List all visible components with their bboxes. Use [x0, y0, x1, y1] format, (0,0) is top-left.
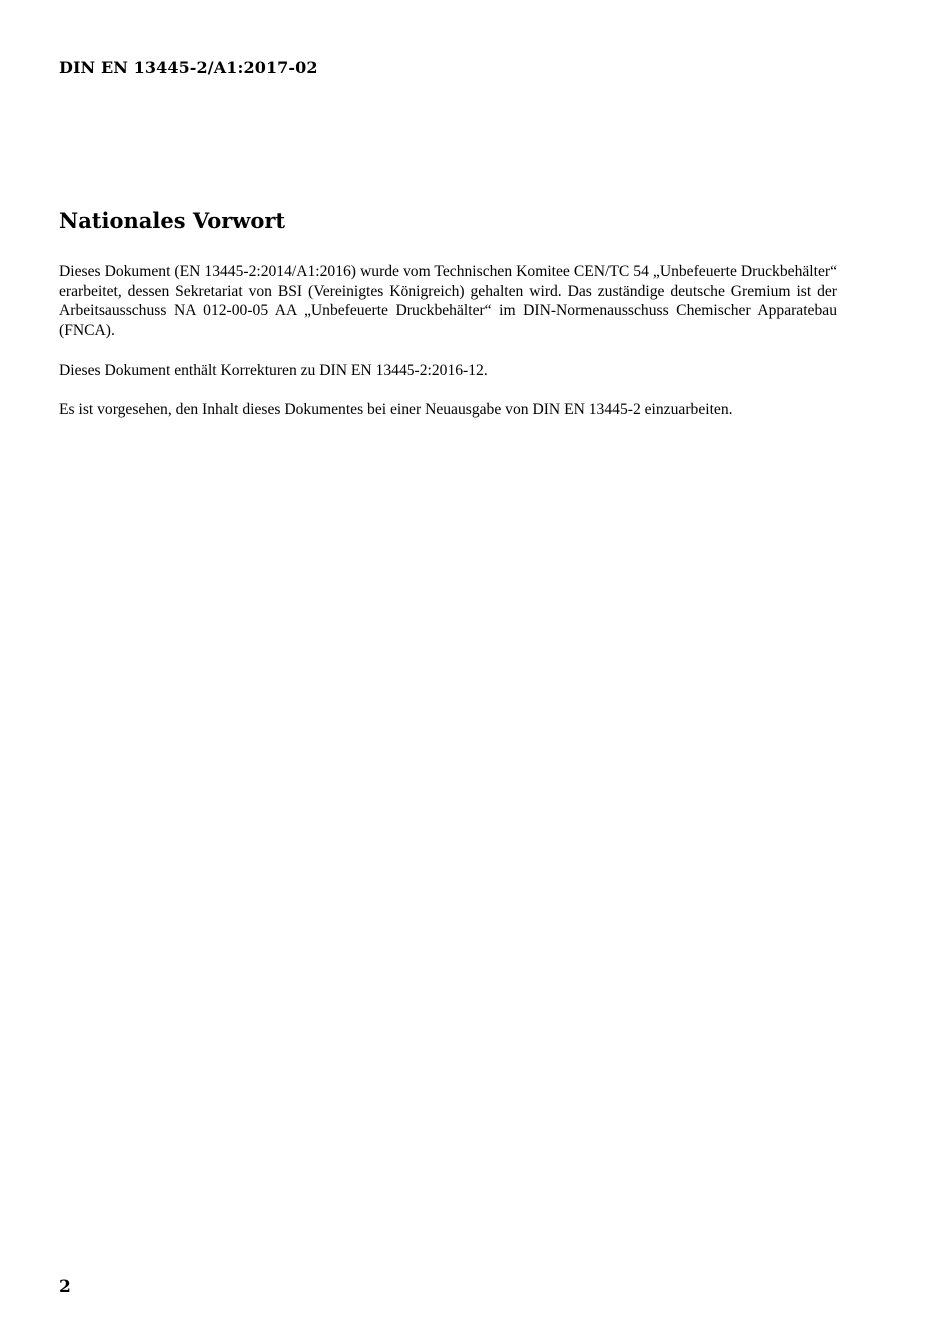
paragraph-future-edition: Es ist vorgesehen, den Inhalt dieses Dokumentes bei einer Neuausgabe von DIN EN 13445-2 einzuarbeiten.: [59, 401, 733, 418]
paragraph-committee-info: Dieses Dokument (EN 13445-2:2014/A1:2016) wurde vom Technischen Komitee CEN/TC 54 „Unbefeuerte Druckbehälter“ erarbeitet, dessen Sekretariat von BSI (Vereinigtes Königreich) gehalten wird. Das zuständige deutsche Gremium ist der Arbeitsausschuss NA 012-00-05 AA „Unbefeuerte Druckbehälter“ im DIN-Normenausschuss Chemischer Apparatebau (FNCA).: [59, 263, 837, 339]
document-header-id: DIN EN 13445-2/A1:2017-02: [59, 58, 318, 77]
page-number: 2: [59, 1277, 71, 1297]
section-title: Nationales Vorwort: [59, 208, 286, 233]
paragraph-corrections: Dieses Dokument enthält Korrekturen zu DIN EN 13445-2:2016-12.: [59, 362, 488, 379]
